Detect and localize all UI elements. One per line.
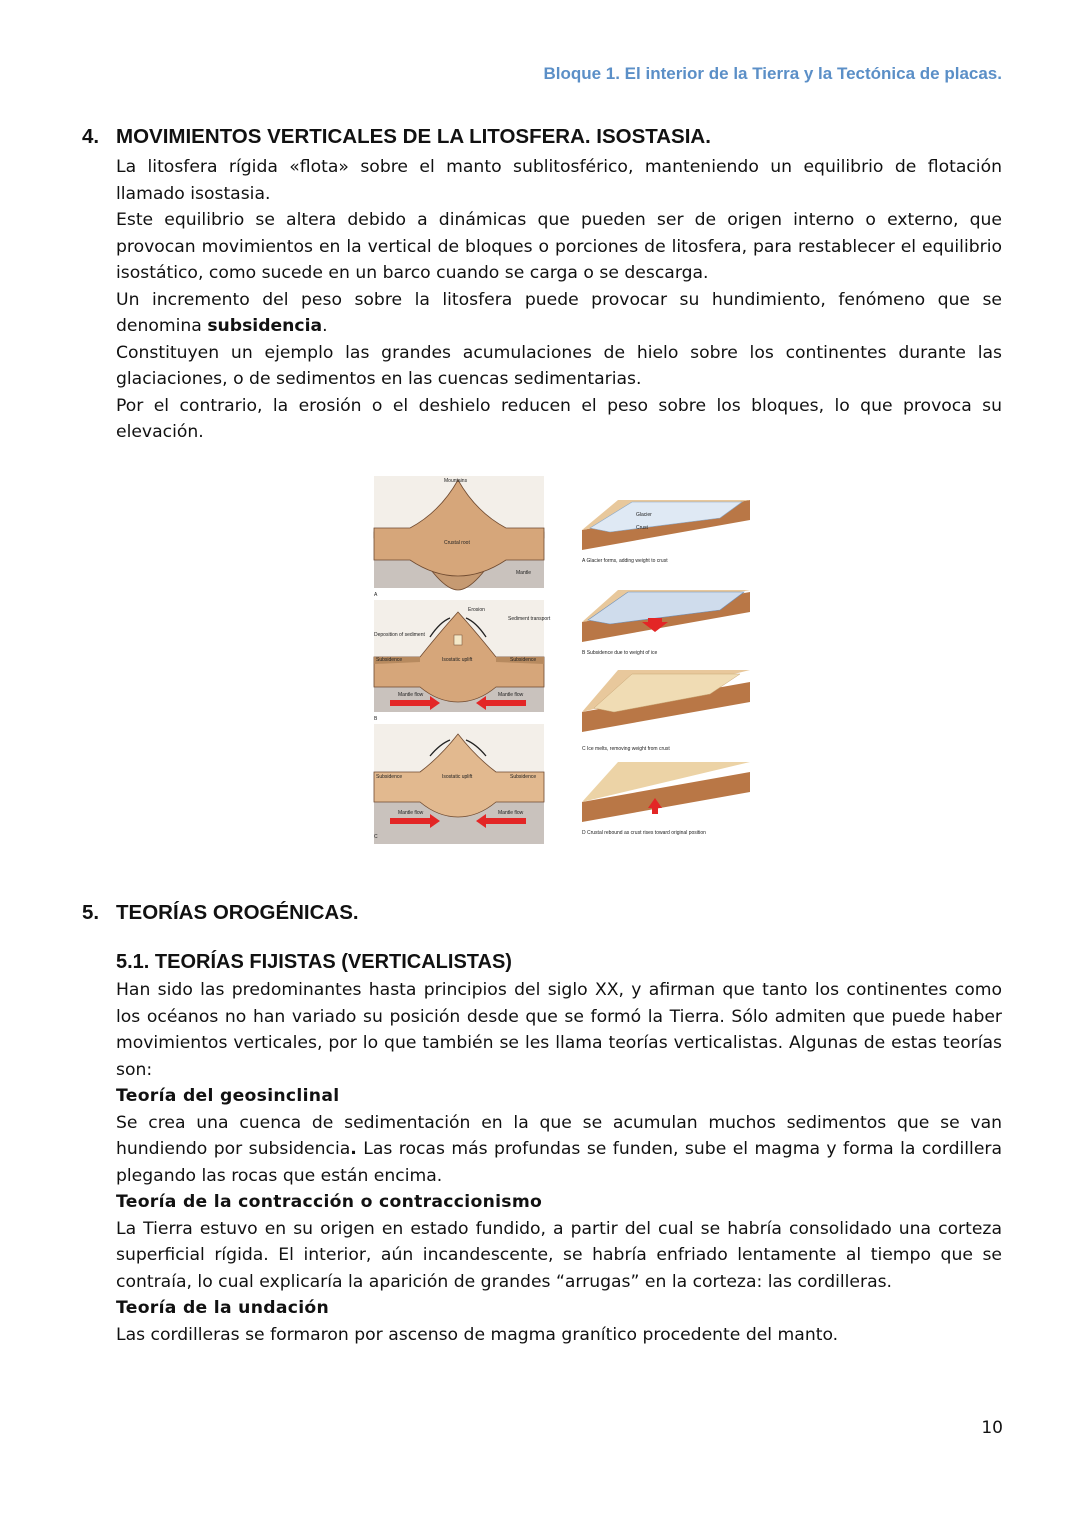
panel-glacier-a — [582, 500, 750, 564]
caption-c: C Ice melts, removing weight from crust — [582, 746, 670, 752]
label-mantle-flow: Mantle flow — [398, 692, 424, 698]
section-5-body — [116, 977, 1002, 1348]
label-a: A — [374, 592, 378, 598]
label-deposition: Deposition of sediment — [374, 632, 425, 638]
panel-a-mountain-root — [374, 476, 544, 598]
label-subsidence: Subsidence — [510, 657, 537, 663]
label-sediment-transport: Sediment transport — [508, 616, 551, 622]
running-header: Bloque 1. El interior de la Tierra y la Tectónica de placas. — [543, 64, 1002, 83]
theory-undation-title: Teoría de la undación — [116, 1298, 330, 1318]
section-5-title: TEORÍAS OROGÉNICAS. — [116, 901, 359, 924]
caption-b: B Subsidence due to weight of ice — [582, 650, 658, 656]
paragraph: La Tierra estuvo en su origen en estado fundido, a partir del cual se habría consolidado una corteza superficial rígida. El interior, aún incandescente, se habría enfriado lentamente al tiempo que se contraía, lo cual explicaría la aparición de grandes “arrugas” en la corteza: las cordilleras. — [116, 1218, 1002, 1292]
paragraph: Han sido las predominantes hasta principios del siglo XX, y afirman que tanto los continentes como los océanos no han variado su posición desde que se formó la Tierra. Sólo admiten que puede haber movimientos verticales, por lo que también se les llama teorías verticalistas. Algunas de estas teorías son: — [116, 980, 1002, 1080]
paragraph: La litosfera rígida «flota» sobre el manto sublitosférico, manteniendo un equilibrio de flotación llamado isostasia. — [116, 157, 1002, 204]
label-subsidence: Subsidence — [510, 774, 537, 780]
label-mantle-flow: Mantle flow — [498, 692, 524, 698]
paragraph: Este equilibrio se altera debido a dinámicas que pueden ser de origen interno o externo, que provocan movimientos en la vertical de bloques o porciones de litosfera, para restablecer el equilibrio isostático, como sucede en un barco cuando se carga o se descarga. — [116, 210, 1002, 283]
panel-glacier-b — [582, 590, 750, 656]
label-subsidence: Subsidence — [376, 774, 403, 780]
paragraph: Constituyen un ejemplo las grandes acumulaciones de hielo sobre los continentes durante las glaciaciones, o de sedimentos en las cuencas sedimentarias. — [116, 342, 1002, 389]
label-crustal-root: Crustal root — [444, 540, 470, 546]
page-number: 10 — [981, 1418, 1003, 1438]
label-crust: Crust — [636, 525, 648, 531]
panel-b-erosion — [374, 600, 551, 722]
panel-c-rebound — [374, 724, 544, 844]
paragraph: Un incremento del peso sobre la litosfera puede provocar su hundimiento, fenómeno que se denomina subsidencia. — [116, 289, 1002, 336]
section-4-heading — [82, 125, 711, 149]
label-mantle-flow: Mantle flow — [398, 810, 424, 816]
isostasy-diagram — [370, 472, 755, 850]
label-mantle-flow: Mantle flow — [498, 810, 524, 816]
section-4-number: 4. — [82, 125, 100, 148]
theory-contraction-title: Teoría de la contracción o contraccionismo — [116, 1192, 543, 1212]
paragraph: Se crea una cuenca de sedimentación en la que se acumulan muchos sedimentos que se van hundiendo por subsidencia. Las rocas más profundas se funden, sube el magma y forma la cordillera plegando las rocas que están encima. — [116, 1112, 1002, 1186]
paragraph: Las cordilleras se formaron por ascenso de magma granítico procedente del manto. — [116, 1324, 839, 1345]
section-4-body — [116, 154, 1002, 446]
label-mantle: Mantle — [516, 570, 532, 576]
subsection-5-1-heading: 5.1. TEORÍAS FIJISTAS (VERTICALISTAS) — [116, 951, 512, 973]
label-isostatic-uplift: Isostatic uplift — [442, 657, 473, 663]
panel-glacier-d — [582, 762, 750, 836]
theory-geosinclinal-title: Teoría del geosinclinal — [116, 1086, 340, 1106]
label-b: B — [374, 716, 378, 722]
label-glacier: Glacier — [636, 512, 652, 518]
section-4-title: MOVIMIENTOS VERTICALES DE LA LITOSFERA. ISOSTASIA. — [116, 125, 711, 148]
label-c: C — [374, 834, 378, 840]
caption-d: D Crustal rebound as crust rises toward original position — [582, 830, 706, 836]
subsidencia-term: subsidencia — [207, 316, 323, 336]
section-5-heading — [82, 901, 359, 925]
label-mountains: Mountains — [444, 478, 468, 484]
label-isostatic-uplift: Isostatic uplift — [442, 774, 473, 780]
section-5-number: 5. — [82, 901, 100, 924]
isostasy-figure — [370, 472, 755, 850]
label-subsidence: Subsidence — [376, 657, 403, 663]
paragraph: Por el contrario, la erosión o el deshielo reducen el peso sobre los bloques, lo que provoca su elevación. — [116, 395, 1002, 442]
caption-a: A Glacier forms, adding weight to crust — [582, 558, 668, 564]
label-erosion: Erosion — [468, 607, 485, 613]
panel-glacier-c — [582, 670, 750, 752]
